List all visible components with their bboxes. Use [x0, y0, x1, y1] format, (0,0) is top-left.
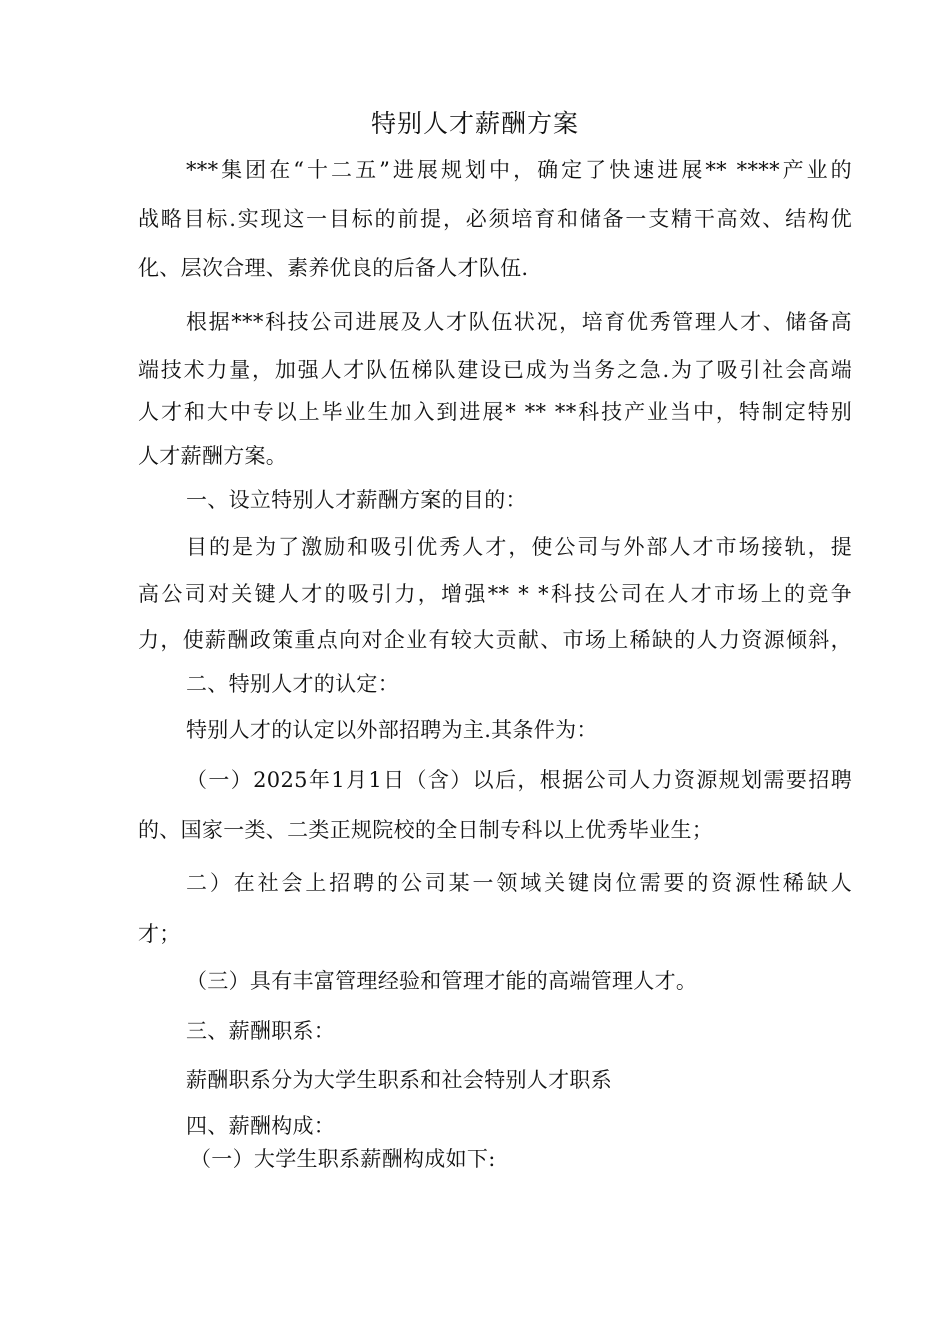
paragraph-1-line-2: 战略目标.实现这一目标的前提，必须培育和储备一支精干高效、结构优 [138, 207, 852, 231]
condition-1-line-2: 的、国家一类、二类正规院校的全日制专科以上优秀毕业生； [138, 818, 714, 842]
paragraph-3-line-2: 高公司对关键人才的吸引力，增强** * *科技公司在人才市场上的竞争 [138, 582, 852, 606]
paragraph-2-line-4: 人才薪酬方案。 [138, 444, 288, 468]
subsection-1-heading: （一）大学生职系薪酬构成如下: [190, 1147, 496, 1171]
condition-3: （三）具有丰富管理经验和管理才能的高端管理人才。 [186, 969, 698, 993]
condition-2-line-2: 才； [138, 922, 181, 946]
paragraph-3-line-3: 力，使薪酬政策重点向对企业有较大贡献、市场上稀缺的人力资源倾斜， [138, 628, 852, 652]
paragraph-3-line-1: 目的是为了激励和吸引优秀人才，使公司与外部人才市场接轨，提 [186, 535, 852, 559]
paragraph-4: 特别人才的认定以外部招聘为主.其条件为： [186, 718, 598, 742]
condition-2-line-1: 二）在社会上招聘的公司某一领域关键岗位需要的资源性稀缺人 [186, 871, 852, 895]
paragraph-1-line-3: 化、层次合理、素养优良的后备人才队伍. [138, 256, 529, 280]
paragraph-1-line-1: ***集团在“十二五”进展规划中，确定了快速进展** ****产业的 [186, 158, 852, 182]
condition-1-line-1: （一）2025年1月1日（含）以后，根据公司人力资源规划需要招聘 [186, 768, 852, 792]
paragraph-5: 薪酬职系分为大学生职系和社会特别人才职系 [186, 1068, 612, 1092]
section-3-heading: 三、薪酬职系： [186, 1019, 336, 1043]
section-1-heading: 一、设立特别人才薪酬方案的目的： [186, 488, 527, 512]
section-2-heading: 二、特别人才的认定： [186, 672, 399, 696]
paragraph-2-line-3: 人才和大中专以上毕业生加入到进展* ** **科技产业当中，特制定特别 [138, 400, 852, 424]
paragraph-2-line-1: 根据***科技公司进展及人才队伍状况，培育优秀管理人才、储备高 [186, 310, 852, 334]
section-4-heading: 四、薪酬构成： [186, 1114, 336, 1138]
document-title: 特别人才薪酬方案 [370, 109, 579, 138]
paragraph-2-line-2: 端技术力量，加强人才队伍梯队建设已成为当务之急.为了吸引社会高端 [138, 358, 852, 382]
